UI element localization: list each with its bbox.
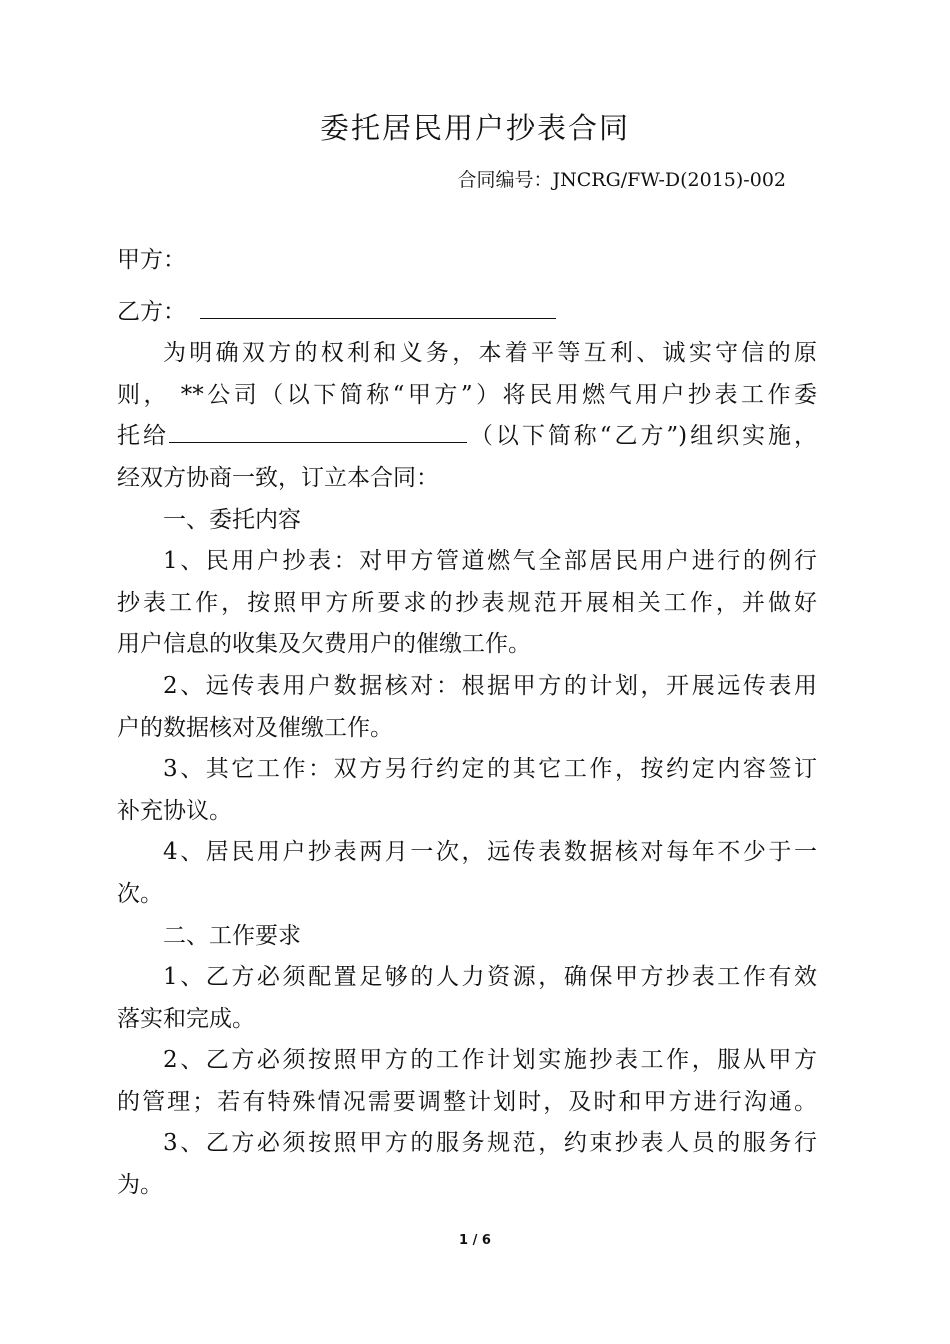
paragraph-line: 落实和完成。 [117, 1005, 255, 1032]
party-b-line [117, 292, 817, 334]
section-heading: 一、委托内容 [163, 506, 301, 533]
contract-body [117, 240, 817, 1207]
paragraph-line: 用户信息的收集及欠费用户的催缴工作。 [117, 631, 531, 658]
intro-line: 为明确双方的权利和义务，本着平等互利、诚实守信的原 [163, 340, 817, 367]
paragraph-line: 户的数据核对及催缴工作。 [117, 714, 393, 741]
paragraph-line: 为。 [117, 1172, 163, 1199]
contract-number: 合同编号：JNCRG/FW-D(2015)-002 [457, 169, 786, 191]
document-title: 委托居民用户抄表合同 [319, 111, 630, 145]
paragraph-line: 补充协议。 [117, 797, 232, 824]
intro-text: 托给 [117, 423, 169, 450]
paragraph-line: 抄表工作，按照甲方所要求的抄表规范开展相关工作，并做好 [117, 589, 817, 616]
party-b-label: 乙方： [117, 298, 186, 325]
party-a-line [117, 240, 817, 282]
paragraph-line: 2、远传表用户数据核对：根据甲方的计划，开展远传表用 [163, 672, 817, 699]
paragraph-line: 4、居民用户抄表两月一次，远传表数据核对每年不少于一 [163, 839, 817, 866]
page-number: 1 / 6 [459, 1233, 491, 1248]
intro-line [117, 416, 817, 458]
paragraph-line: 的管理；若有特殊情况需要调整计划时，及时和甲方进行沟通。 [117, 1088, 817, 1115]
paragraph-line: 3、其它工作：双方另行约定的其它工作，按约定内容签订 [163, 756, 817, 783]
paragraph-line: 次。 [117, 880, 163, 907]
intro-line: 经双方协商一致，订立本合同： [117, 464, 439, 491]
trustee-blank[interactable] [169, 418, 467, 443]
paragraph-line: 1、乙方必须配置足够的人力资源，确保甲方抄表工作有效 [163, 964, 817, 991]
intro-text: （以下简称“乙方”)组织实施， [466, 423, 817, 450]
party-b-blank[interactable] [200, 294, 556, 319]
party-a-label: 甲方： [117, 247, 186, 273]
paragraph-line: 2、乙方必须按照甲方的工作计划实施抄表工作，服从甲方 [163, 1047, 817, 1074]
intro-line: 则， **公司（以下简称“甲方”）将民用燃气用户抄表工作委 [117, 381, 817, 408]
paragraph-line: 3、乙方必须按照甲方的服务规范，约束抄表人员的服务行 [163, 1130, 817, 1157]
section-heading: 二、工作要求 [163, 922, 301, 949]
paragraph-line: 1、民用户抄表：对甲方管道燃气全部居民用户进行的例行 [163, 548, 817, 575]
